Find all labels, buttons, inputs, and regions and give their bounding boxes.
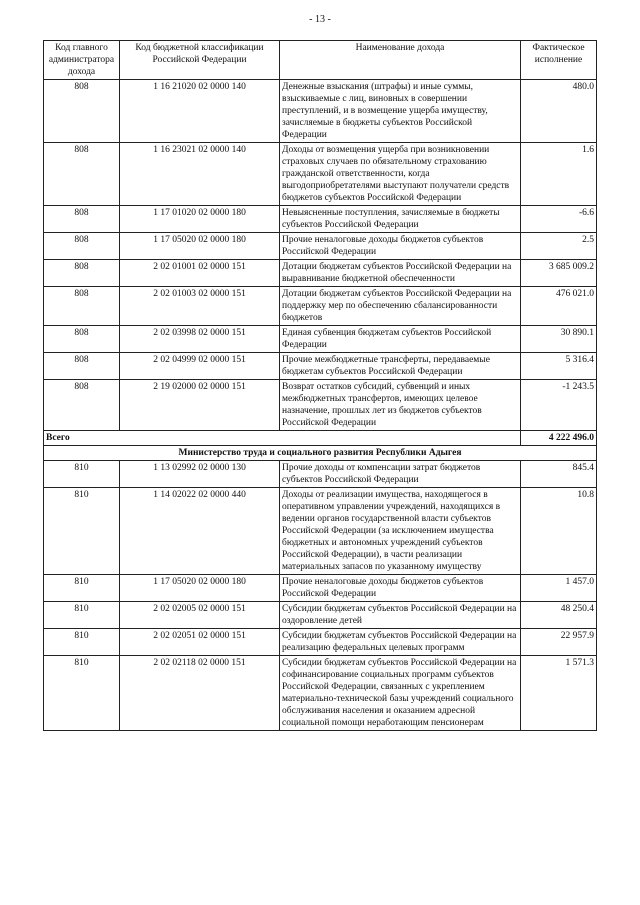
budget-code-cell: 1 16 21020 02 0000 140 [120, 80, 280, 143]
table-row [44, 80, 597, 143]
admin-code-cell: 808 [44, 353, 120, 380]
table-row [44, 629, 597, 656]
revenue-name-cell: Прочие неналоговые доходы бюджетов субъектов Российской Федерации [280, 233, 521, 260]
page-number: - 13 - [309, 14, 331, 25]
budget-code-cell: 2 02 01003 02 0000 151 [120, 287, 280, 326]
budget-code-cell: 1 17 05020 02 0000 180 [120, 575, 280, 602]
admin-code-cell: 808 [44, 80, 120, 143]
amount-cell: 1.6 [521, 143, 597, 206]
total-amount: 4 222 496.0 [521, 431, 597, 446]
amount-cell: 48 250.4 [521, 602, 597, 629]
admin-code-cell: 808 [44, 143, 120, 206]
budget-code-cell: 1 14 02022 02 0000 440 [120, 488, 280, 575]
table-header-row [44, 41, 597, 80]
section-title: Министерство труда и социального развития Республики Адыгея [44, 446, 597, 461]
total-label: Всего [44, 431, 521, 446]
admin-code-cell: 810 [44, 488, 120, 575]
amount-cell: 1 571.3 [521, 656, 597, 731]
budget-code-cell: 2 02 04999 02 0000 151 [120, 353, 280, 380]
revenue-name-cell: Возврат остатков субсидий, субвенций и иных межбюджетных трансфертов, имеющих целевое назначение, прошлых лет из бюджетов субъектов Российской Федерации [280, 380, 521, 431]
table-row [44, 380, 597, 431]
amount-cell: -6.6 [521, 206, 597, 233]
admin-code-cell: 808 [44, 326, 120, 353]
table-row [44, 488, 597, 575]
amount-cell: 845.4 [521, 461, 597, 488]
table-row [44, 143, 597, 206]
admin-code-cell: 808 [44, 380, 120, 431]
revenue-name-cell: Дотации бюджетам субъектов Российской Федерации на поддержку мер по обеспечению сбалансированности бюджетов [280, 287, 521, 326]
header-admin-code: Код главного администратора дохода [44, 41, 120, 80]
revenue-name-cell: Денежные взыскания (штрафы) и иные суммы, взыскиваемые с лиц, виновных в совершении преступлений, и в возмещение ущерба имуществу, зачисляемые в бюджеты субъектов Российской Федерации [280, 80, 521, 143]
admin-code-cell: 808 [44, 206, 120, 233]
budget-code-cell: 2 02 03998 02 0000 151 [120, 326, 280, 353]
header-revenue-name: Наименование дохода [280, 41, 521, 80]
admin-code-cell: 810 [44, 629, 120, 656]
table-row [44, 353, 597, 380]
header-actual-amount: Фактическое исполнение [521, 41, 597, 80]
revenue-name-cell: Прочие доходы от компенсации затрат бюджетов субъектов Российской Федерации [280, 461, 521, 488]
header-budget-code: Код бюджетной классификации Российской Федерации [120, 41, 280, 80]
amount-cell: 10.8 [521, 488, 597, 575]
admin-code-cell: 810 [44, 656, 120, 731]
amount-cell: -1 243.5 [521, 380, 597, 431]
budget-code-cell: 1 17 05020 02 0000 180 [120, 233, 280, 260]
revenue-name-cell: Субсидии бюджетам субъектов Российской Федерации на реализацию федеральных целевых программ [280, 629, 521, 656]
table-row [44, 233, 597, 260]
budget-code-cell: 2 02 02005 02 0000 151 [120, 602, 280, 629]
admin-code-cell: 808 [44, 260, 120, 287]
budget-code-cell: 1 17 01020 02 0000 180 [120, 206, 280, 233]
table-row [44, 656, 597, 731]
table-row [44, 602, 597, 629]
table-row [44, 326, 597, 353]
amount-cell: 476 021.0 [521, 287, 597, 326]
revenue-name-cell: Прочие межбюджетные трансферты, передаваемые бюджетам субъектов Российской Федерации [280, 353, 521, 380]
admin-code-cell: 808 [44, 287, 120, 326]
revenue-name-cell: Невыясненные поступления, зачисляемые в бюджеты субъектов Российской Федерации [280, 206, 521, 233]
budget-code-cell: 2 02 02051 02 0000 151 [120, 629, 280, 656]
revenue-name-cell: Доходы от реализации имущества, находящегося в оперативном управлении учреждений, находящихся в ведении органов государственной власти субъектов Российской Федерации (за исключением имущества бюджетных и автономных учреждений субъектов Российской Федерации), в части реализации материальных запасов по указанному имуществу [280, 488, 521, 575]
amount-cell: 22 957.9 [521, 629, 597, 656]
budget-code-cell: 2 19 02000 02 0000 151 [120, 380, 280, 431]
admin-code-cell: 810 [44, 602, 120, 629]
revenue-name-cell: Прочие неналоговые доходы бюджетов субъектов Российской Федерации [280, 575, 521, 602]
revenue-name-cell: Доходы от возмещения ущерба при возникновении страховых случаев по обязательному страхованию гражданской ответственности, когда выгодоприобретателями выступают получатели средств бюджетов субъектов Российской Федерации [280, 143, 521, 206]
admin-code-cell: 810 [44, 575, 120, 602]
revenue-name-cell: Субсидии бюджетам субъектов Российской Федерации на оздоровление детей [280, 602, 521, 629]
admin-code-cell: 810 [44, 461, 120, 488]
amount-cell: 1 457.0 [521, 575, 597, 602]
budget-code-cell: 1 13 02992 02 0000 130 [120, 461, 280, 488]
amount-cell: 5 316.4 [521, 353, 597, 380]
admin-code-cell: 808 [44, 233, 120, 260]
revenue-table [43, 40, 597, 731]
amount-cell: 480.0 [521, 80, 597, 143]
budget-code-cell: 1 16 23021 02 0000 140 [120, 143, 280, 206]
amount-cell: 2.5 [521, 233, 597, 260]
section-header-row [44, 446, 597, 461]
budget-code-cell: 2 02 01001 02 0000 151 [120, 260, 280, 287]
table-row [44, 575, 597, 602]
table-row [44, 206, 597, 233]
budget-code-cell: 2 02 02118 02 0000 151 [120, 656, 280, 731]
revenue-name-cell: Дотации бюджетам субъектов Российской Федерации на выравнивание бюджетной обеспеченности [280, 260, 521, 287]
revenue-name-cell: Единая субвенция бюджетам субъектов Российской Федерации [280, 326, 521, 353]
table-row [44, 260, 597, 287]
table-row [44, 461, 597, 488]
revenue-name-cell: Субсидии бюджетам субъектов Российской Федерации на софинансирование социальных программ субъектов Российской Федерации, связанных с укреплением материально-технической базы учреждений социального обслуживания населения и оказанием адресной социальной помощи неработающим пенсионерам [280, 656, 521, 731]
amount-cell: 3 685 009.2 [521, 260, 597, 287]
table-row [44, 287, 597, 326]
total-row [44, 431, 597, 446]
amount-cell: 30 890.1 [521, 326, 597, 353]
